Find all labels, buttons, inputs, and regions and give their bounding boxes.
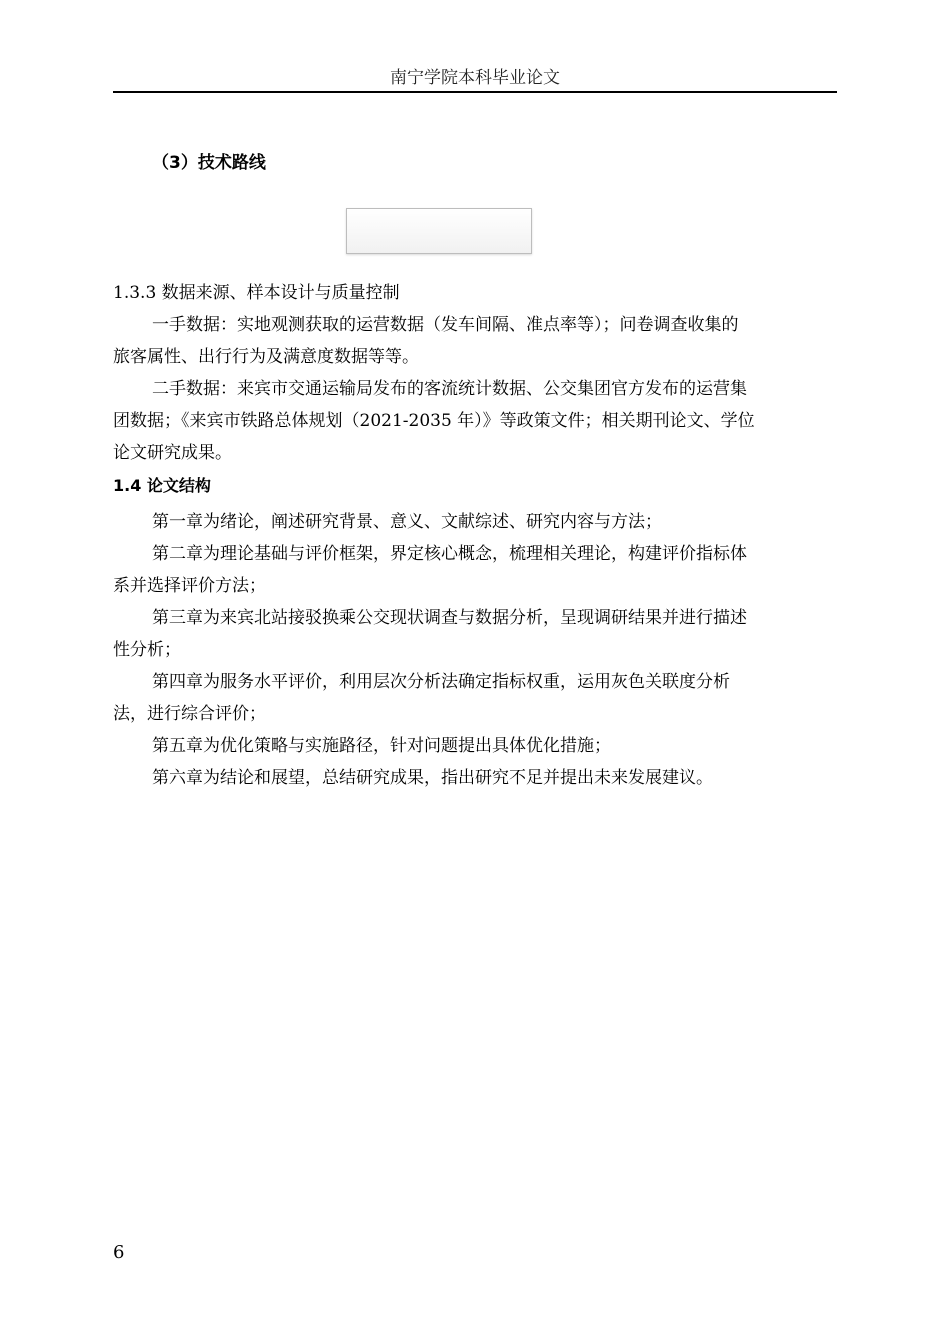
section-1-3-3-heading: 1.3.3 数据来源、样本设计与质量控制	[113, 283, 400, 303]
chapter-4-line: 法，进行综合评价；	[113, 704, 266, 724]
tech-route-heading: （3）技术路线	[152, 153, 266, 173]
chapter-5-line: 第五章为优化策略与实施路径，针对问题提出具体优化措施；	[152, 736, 611, 756]
primary-data-paragraph-line: 旅客属性、出行行为及满意度数据等等。	[113, 347, 419, 367]
chapter-3-line: 第三章为来宾北站接驳换乘公交现状调查与数据分析，呈现调研结果并进行描述	[152, 608, 747, 628]
thesis-structure-list	[113, 506, 837, 794]
chapter-4-line: 第四章为服务水平评价，利用层次分析法确定指标权重，运用灰色关联度分析	[152, 672, 730, 692]
chapter-6-line: 第六章为结论和展望，总结研究成果，指出研究不足并提出未来发展建议。	[152, 768, 713, 788]
page-number: 6	[113, 1242, 125, 1263]
running-header-title: 南宁学院本科毕业论文	[390, 68, 560, 88]
section-1-3-3	[113, 277, 837, 469]
secondary-data-paragraph-line: 团数据；《来宾市铁路总体规划（2021-2035 年）》等政策文件；相关期刊论文、学位	[113, 411, 755, 431]
section-1-4-heading: 1.4 论文结构	[113, 476, 211, 495]
tech-route-figure-placeholder	[346, 208, 532, 254]
secondary-data-paragraph-line: 二手数据：来宾市交通运输局发布的客流统计数据、公交集团官方发布的运营集	[152, 379, 747, 399]
chapter-1-line: 第一章为绪论，阐述研究背景、意义、文献综述、研究内容与方法；	[152, 512, 662, 532]
primary-data-paragraph-line: 一手数据：实地观测获取的运营数据（发车间隔、准点率等）；问卷调查收集的	[152, 315, 739, 335]
section-1-4	[113, 471, 837, 501]
chapter-2-line: 第二章为理论基础与评价框架，界定核心概念，梳理相关理论，构建评价指标体	[152, 544, 747, 564]
chapter-3-line: 性分析；	[113, 640, 181, 660]
secondary-data-paragraph-line: 论文研究成果。	[113, 443, 232, 463]
chapter-2-line: 系并选择评价方法；	[113, 576, 266, 596]
header-rule	[113, 91, 837, 93]
